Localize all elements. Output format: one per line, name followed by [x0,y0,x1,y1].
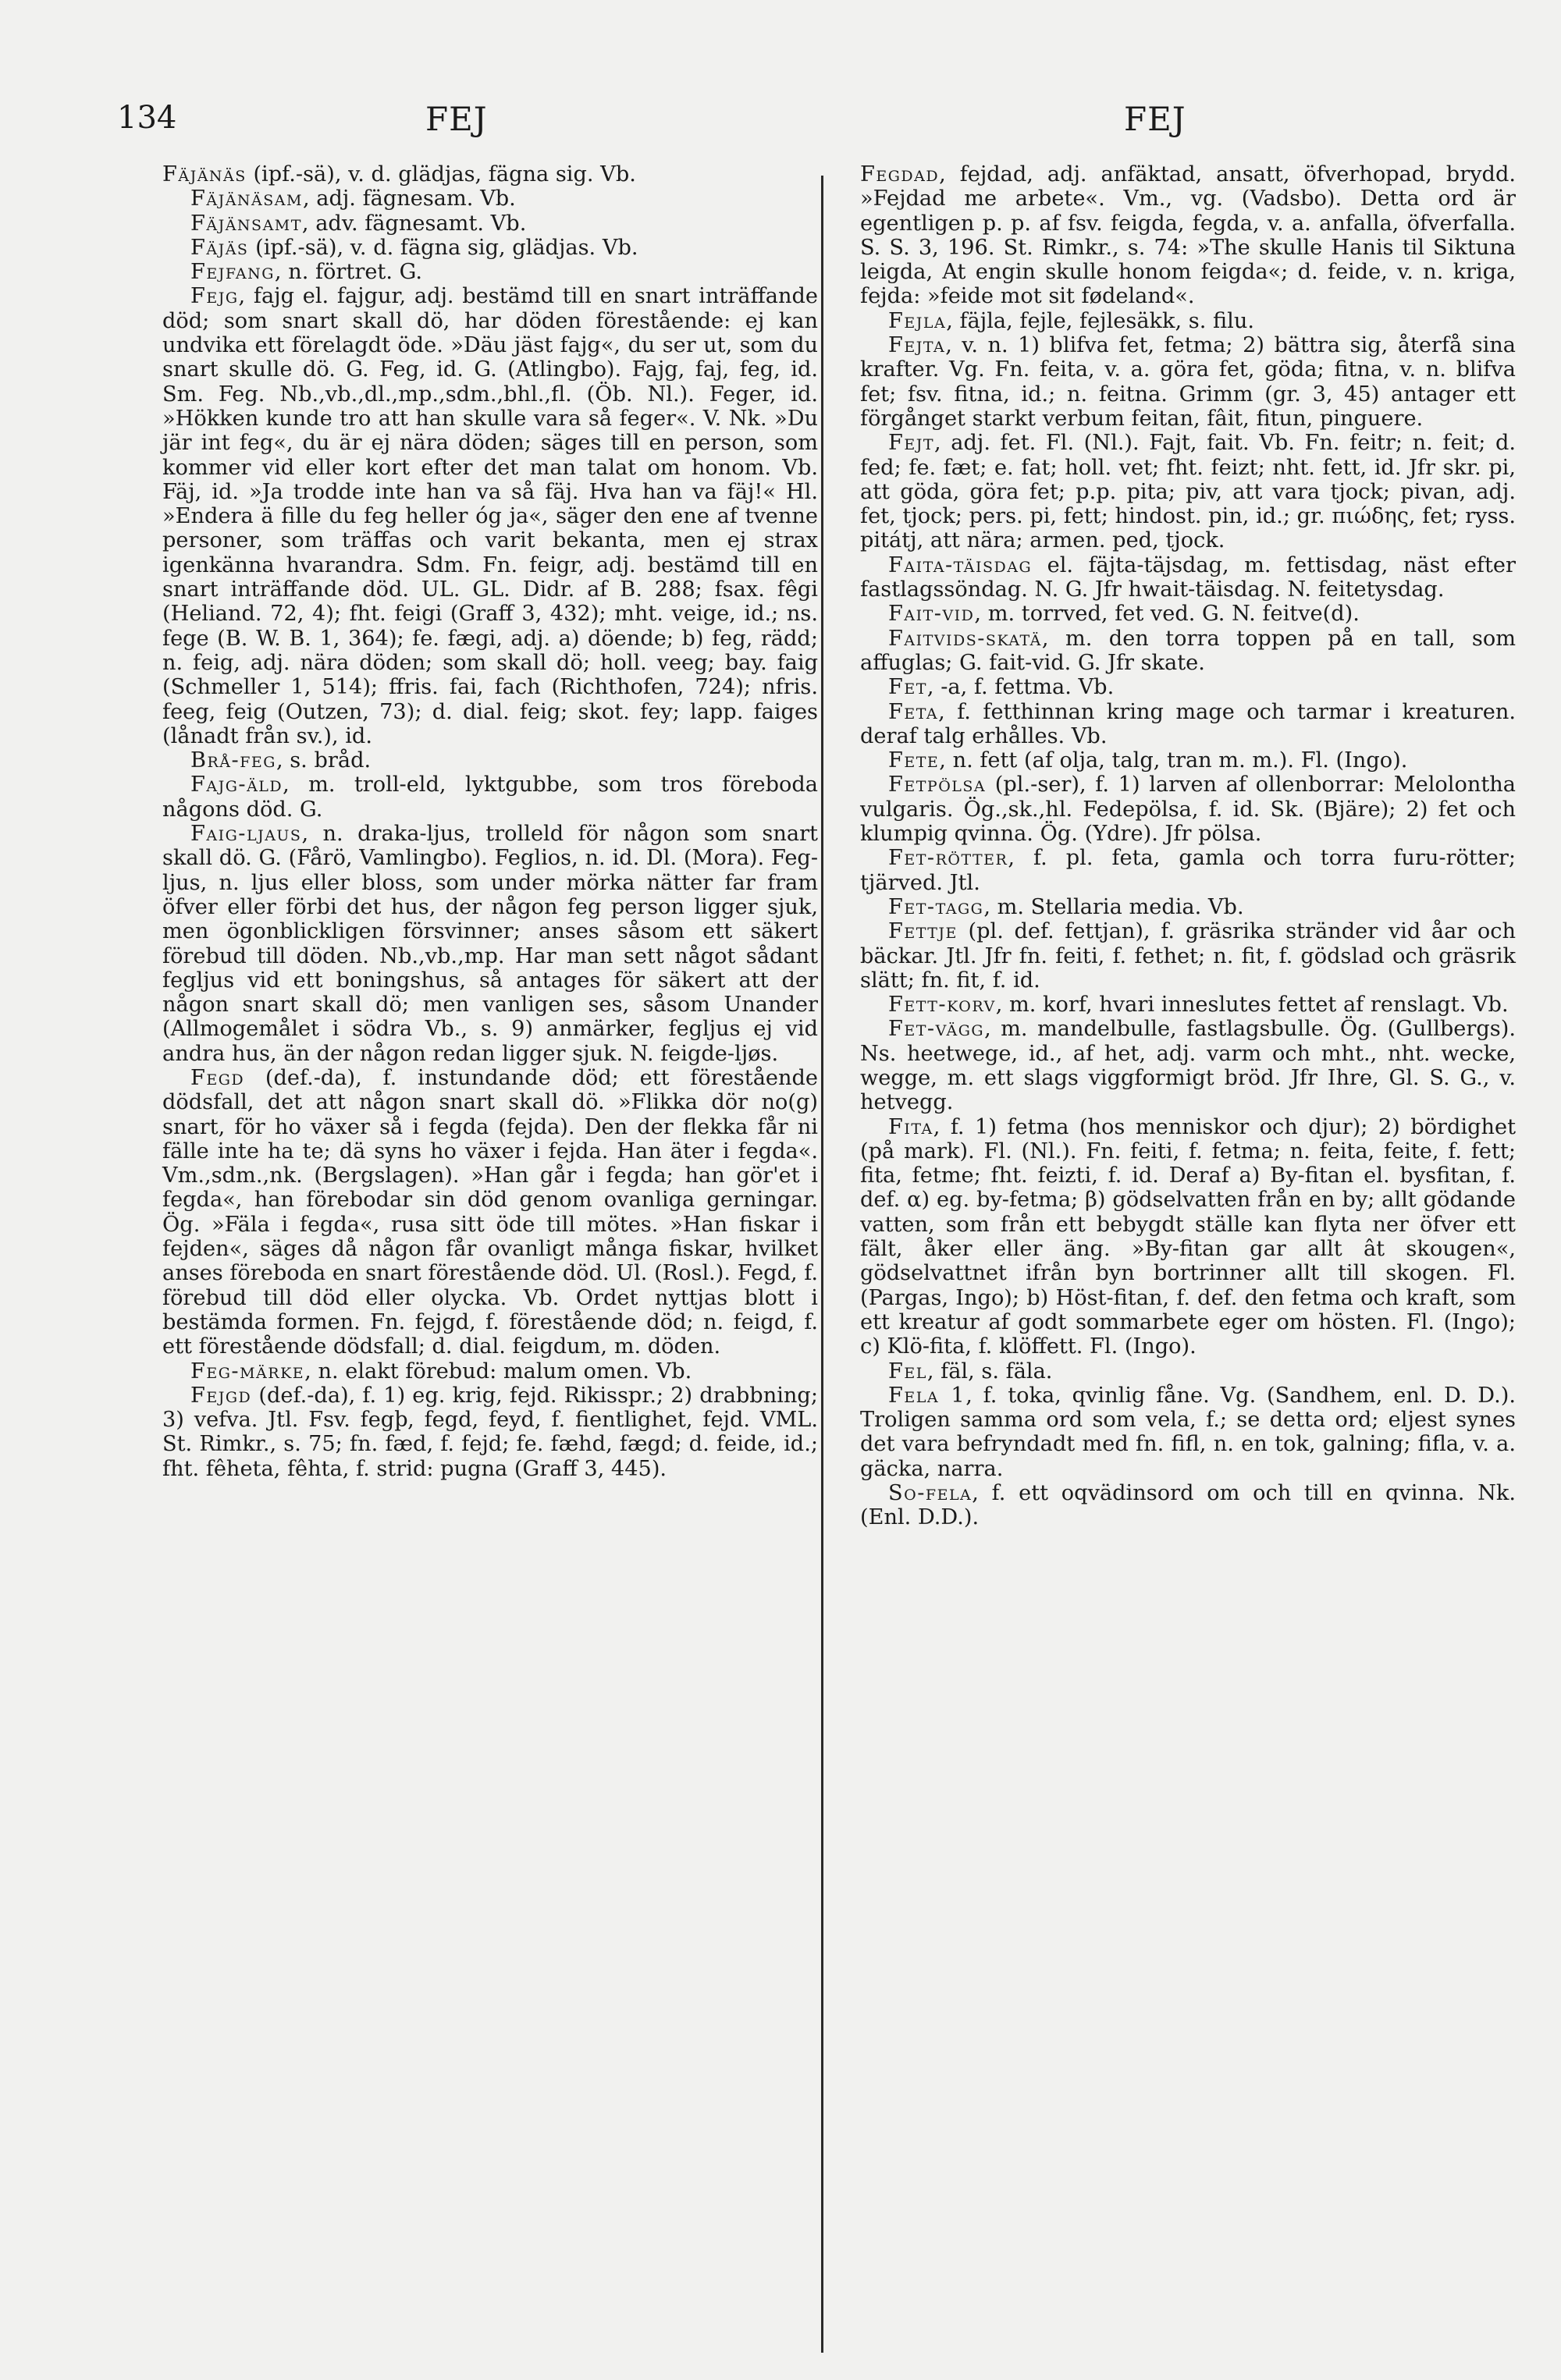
entry-definition: , fajg el. fajgur, adj. bestämd till en snart inträffande död; som snart skall dö, har döden förestående: ej kan undvika ett förelagdt öde. »Däu jäst fajg«, du ser ut, som du snart skulle dö. G. Feg, id. G. (Atlingbo). Fajg, faj, feg, id. Sm. Feg. Nb.,vb.,dl.,mp.,sdm.,bhl.,fl. (Öb. Nl.). Feger, id. »Hökken kunde tro att han skulle vara så feger«. V. Nk. »Du jär int feg«, du är ej nära döden; säges till en person, som kommer vid eller kort efter det man talat om honom. Vb. Fäj, id. »Ja trodde inte han va så fäj. Hva han va fäj!« Hl. »Endera ä fille du feg heller óg ja«, säger den ene af tvenne personer, som träffas och varit bekanta, men ej strax igenkänna hvarandra. Sdm. Fn. feigr, adj. bestämd till en snart inträffande död. UL. GL. Didr. af B. 288; fsax. fêgi (Heliand. 72, 4); fht. feigi (Graff 3, 432); mht. veige, id.; ns. fege (B. W. B. 1, 364); fe. fægi, adj. a) döende; b) feg, rädd; n. feig, adj. nära döden; som skall dö; holl. veeg; bay. faig (Schmeller 1, 514); ffris. fai, fach (Richthofen, 724); nfris. feeg, feig (Outzen, 73); d. dial. feig; skot. fey; lapp. faiges (lånadt från sv.), id. [162,284,818,748]
entry-definition: , adj. fägnesam. Vb. [302,186,516,211]
entry-lemma: Fajg-äld [190,773,283,797]
entry-definition: , n. draka-ljus, trolleld för någon som snart skall dö. G. (Fårö, Vamlingbo). Feglios, n. id. Dl. (Mora). Feg-ljus, n. ljus eller bloss, som under mörka nätter far fram öfver eller förbi det hus, der någon feg person ligger sjuk, men ögonblickligen försvinner; anses såsom ett säkert förebud till döden. Nb.,vb.,mp. Har man sett något sådant fegljus vid ett boningshus, så antages för säkert att der någon snart skall dö; men vanligen ses, såsom Unander (Allmogemålet i södra Vb., s. 9) anmärker, fegljus ej vid andra hus, än der någon redan ligger sjuk. N. feigde-ljøs. [162,822,818,1066]
entry-definition: , m. torrved, fet ved. G. N. feitve(d). [974,602,1360,627]
dictionary-entry [162,186,818,211]
entry-lemma: Fäjänäsam [190,186,303,211]
entry-definition: (ipf.-sä), v. d. glädjas, fägna sig. Vb. [246,162,636,186]
entry-lemma: Fegd [190,1065,245,1090]
dictionary-entry [860,993,1516,1017]
dictionary-entry [860,1384,1516,1481]
dictionary-entry [860,1481,1516,1530]
dictionary-entry [860,700,1516,749]
entry-lemma: Faitvids-skatä [888,626,1042,651]
entry-definition: , n. förtret. G. [274,260,423,285]
dictionary-entry [860,919,1516,993]
entry-lemma: Fejla [888,308,947,333]
left-column [162,162,818,1481]
dictionary-entry [162,260,818,284]
entry-definition: , m. Stellaria media. Vb. [983,894,1244,919]
entry-definition: , fäl, s. fäla. [926,1359,1053,1384]
dictionary-entry [860,627,1516,676]
dictionary-entry [860,309,1516,333]
entry-lemma: Fejg [190,284,239,309]
column-divider [821,176,823,2353]
dictionary-entry [162,284,818,748]
entry-lemma: Fettje [888,919,958,944]
entry-lemma: Fejfang [190,260,275,285]
entry-lemma: Brå-feg [190,748,276,773]
dictionary-entry [860,333,1516,431]
dictionary-entry [860,1017,1516,1114]
dictionary-entry [860,431,1516,552]
entry-definition: , m. mandelbulle, fastlagsbulle. Ög. (Gullbergs). Ns. heetwege, id., af het, adj. varm och mht., nht. wecke, wegge, m. ett slags viggformigt bröd. Jfr Ihre, Gl. S. G., v. hetvegg. [860,1017,1516,1115]
entry-lemma: Faita-täisdag [888,552,1033,577]
entry-lemma: Fetpölsa [888,773,987,797]
entry-lemma: Fet-rötter [888,846,1008,871]
entry-definition: (def.-da), f. instundande död; ett förestående dödsfall, det att någon snart skall dö. »Flikka dör no(g) snart, för ho växer så i fegda (fejda). Den der flekka får ni fälle inte ha te; dä syns ho växer i fejda. Han äter i fegda«. Vm.,sdm.,nk. (Bergslagen). »Han går i fegda; han gör'et i fegda«, han förebodar sin död genom ovanliga gerningar. Ög. »Fäla i fegda«, rusa sitt öde till mötes. »Han fiskar i fejden«, säges då någon får ovanligt många fiskar, hvilket anses föreboda en snart förestående död. Ul. (Rosl.). Fegd, f. förebud till död eller olycka. Vb. Ordet nyttjas blott i bestämda formen. Fn. fejgd, f. förestående död; n. feigd, f. ett förestående dödsfall; d. dial. feigdum, m. döden. [162,1065,818,1359]
entry-lemma: Fet-tagg [888,894,984,919]
left-running-head: FEJ [425,100,488,138]
entry-lemma: Fett-korv [888,993,996,1018]
page-number: 134 [117,100,177,136]
entry-definition: (pl. def. fettjan), f. gräsrika stränder vid åar och bäckar. Jtl. Jfr fn. feiti, f. fethet; n. fit, f. gödslad och gräsrik slätt; fn. fit, f. id. [860,919,1516,993]
entry-lemma: Fejta [888,333,946,358]
entry-definition: (ipf.-sä), v. d. fägna sig, glädjas. Vb. [248,235,638,260]
entry-lemma: Feta [888,699,939,724]
entry-lemma: Fel [888,1359,927,1384]
dictionary-entry [162,236,818,260]
entry-definition: , fejdad, adj. anfäktad, ansatt, öfverhopad, brydd. »Fejdad me arbete«. Vm., vg. (Vadsbo). Detta ord är egentligen p. p. af fsv. feigda, fegda, v. a. anfalla, öfverfalla. S. S. 3, 196. St. Rimkr., s. 74: »The skulle Hanis til Siktuna leigda, At engin skulle honom feigda«; d. feide, v. n. kriga, fejda: »feide mot sit fødeland«. [860,162,1516,309]
dictionary-entry [860,846,1516,895]
entry-definition: , v. n. 1) blifva fet, fetma; 2) bättra sig, återfå sina krafter. Vg. Fn. feita, v. a. göra fet, göda; fitna, v. n. blifva fet; fsv. fitna, id.; n. feitna. Grimm (gr. 3, 45) antager ett förgånget starkt verbum feitan, fâit, fitun, pinguere. [860,333,1516,431]
entry-lemma: Fegdad [860,162,940,186]
entry-lemma: Feg-märke [190,1359,305,1384]
right-running-head: FEJ [1124,100,1186,138]
dictionary-entry [860,1359,1516,1384]
entry-lemma: Fejt [888,431,935,456]
entry-definition: , f. fetthinnan kring mage och tarmar i kreaturen. deraf talg erhålles. Vb. [860,699,1516,748]
entry-definition: , f. 1) fetma (hos menniskor och djur); 2) bördighet (på mark). Fl. (Nl.). Fn. feiti, f. fetma; n. feita, feite, f. fett; fita, fetme; fht. feizti, f. id. Deraf a) By-fitan el. bysfitan, f. def. α) eg. by-fetma; β) gödselvatten från en by; allt gödande vatten, som från ett bebygdt ställe kan flyta ner öfver ett fält, åker eller äng. »By-fitan gar allt ât skougen«, gödselvattnet ifrån byn bortrinner allt till skogen. Fl. (Pargas, Ingo); b) Höst-fitan, f. def. den fetma och kraft, som ett kreatur af godt sommarbete eger om hösten. Fl. (Ingo); c) Klö-fita, f. klöffett. Fl. (Ingo). [860,1114,1516,1359]
entry-definition: el. fäjta-täjsdag, m. fettisdag, näst efter fastlagssöndag. N. G. Jfr hwait-täisdag. N. feitetysdag. [860,552,1516,602]
entry-definition: , s. bråd. [276,748,372,773]
dictionary-entry [162,748,818,773]
dictionary-entry [162,162,818,186]
entry-definition: , -a, f. fettma. Vb. [926,675,1115,700]
entry-definition: , f. toka, qvinlig fåne. Vg. (Sandhem, enl. D. D.). Troligen samma ord som vela, f.; se detta ord; eljest synes det vara befryndadt med fn. fifl, n. en tok, galning; fifla, v. a. gäcka, narra. [860,1383,1516,1481]
entry-lemma: Fela 1 [888,1383,966,1408]
entry-definition: (pl.-ser), f. 1) larven af ollenborrar: Melolontha vulgaris. Ög.,sk.,hl. Fedepölsa, f. id. Sk. (Bjäre); 2) fet och klumpig qvinna. Ög. (Ydre). Jfr pölsa. [860,773,1516,847]
entry-definition: , adv. fägnesamt. Vb. [301,211,527,236]
entry-definition: , f. ett oqvädinsord om och till en qvinna. Nk. (Enl. D.D.). [860,1481,1516,1530]
entry-definition: , f. pl. feta, gamla och torra furu-rötter; tjärved. Jtl. [860,846,1516,895]
entry-lemma: Fäjäs [190,235,249,260]
entry-definition: , n. elakt förebud: malum omen. Vb. [304,1359,692,1384]
entry-definition: , m. troll-eld, lyktgubbe, som tros föreboda någons död. G. [162,773,818,822]
dictionary-entry [860,1115,1516,1359]
right-column [860,162,1516,1530]
entry-lemma: Faig-ljaus [190,822,302,847]
entry-definition: (def.-da), f. 1) eg. krig, fejd. Rikisspr.; 2) drabbning; 3) vefva. Jtl. Fsv. fegþ, fegd, feyd, f. fientlighet, fejd. VML. St. Rimkr., s. 75; fn. fæd, f. fejd; fe. fæhd, fægd; d. feide, id.; fht. fêheta, fêhta, f. strid: pugna (Graff 3, 445). [162,1383,818,1481]
entry-definition: , m. korf, hvari inneslutes fettet af renslagt. Vb. [995,993,1509,1018]
dictionary-entry [860,602,1516,626]
entry-lemma: Fäjänsamt [190,211,302,236]
entry-definition: , adj. fet. Fl. (Nl.). Fajt, fait. Vb. Fn. feitr; n. feit; d. fed; fe. fæt; e. fat; holl. vet; fht. feizt; nht. fett, id. Jfr skr. pi, att göda, göra fet; p.p. pita; piv, att vara tjock; pivan, adj. fet, tjock; pers. pi, fett; hindost. pin, id.; gr. πιώδης, fet; ryss. pitátj, att nära; armen. ped, tjock. [860,431,1516,553]
entry-lemma: Fejgd [190,1383,252,1408]
dictionary-entry [162,773,818,822]
dictionary-entry [162,822,818,1066]
entry-lemma: Fet-vägg [888,1017,985,1042]
entry-definition: , n. fett (af olja, talg, tran m. m.). Fl. (Ingo). [939,748,1408,773]
dictionary-entry [860,162,1516,309]
dictionary-entry [162,1066,818,1359]
entry-lemma: Fäjänäs [162,162,247,186]
dictionary-entry [860,773,1516,846]
entry-lemma: So-fela [888,1481,973,1506]
entry-lemma: Fait-vid [888,602,975,627]
dictionary-entry [860,748,1516,773]
entry-lemma: Fete [888,748,940,773]
entry-definition: , fäjla, fejle, fejlesäkk, s. filu. [946,308,1255,333]
dictionary-entry [860,895,1516,919]
dictionary-entry [162,211,818,236]
entry-lemma: Fet [888,675,927,700]
entry-lemma: Fita [888,1114,933,1139]
dictionary-entry [860,675,1516,699]
dictionary-entry [860,553,1516,602]
entry-definition: , m. den torra toppen på en tall, som affuglas; G. fait-vid. G. Jfr skate. [860,626,1516,675]
dictionary-entry [162,1359,818,1384]
dictionary-entry [162,1384,818,1481]
